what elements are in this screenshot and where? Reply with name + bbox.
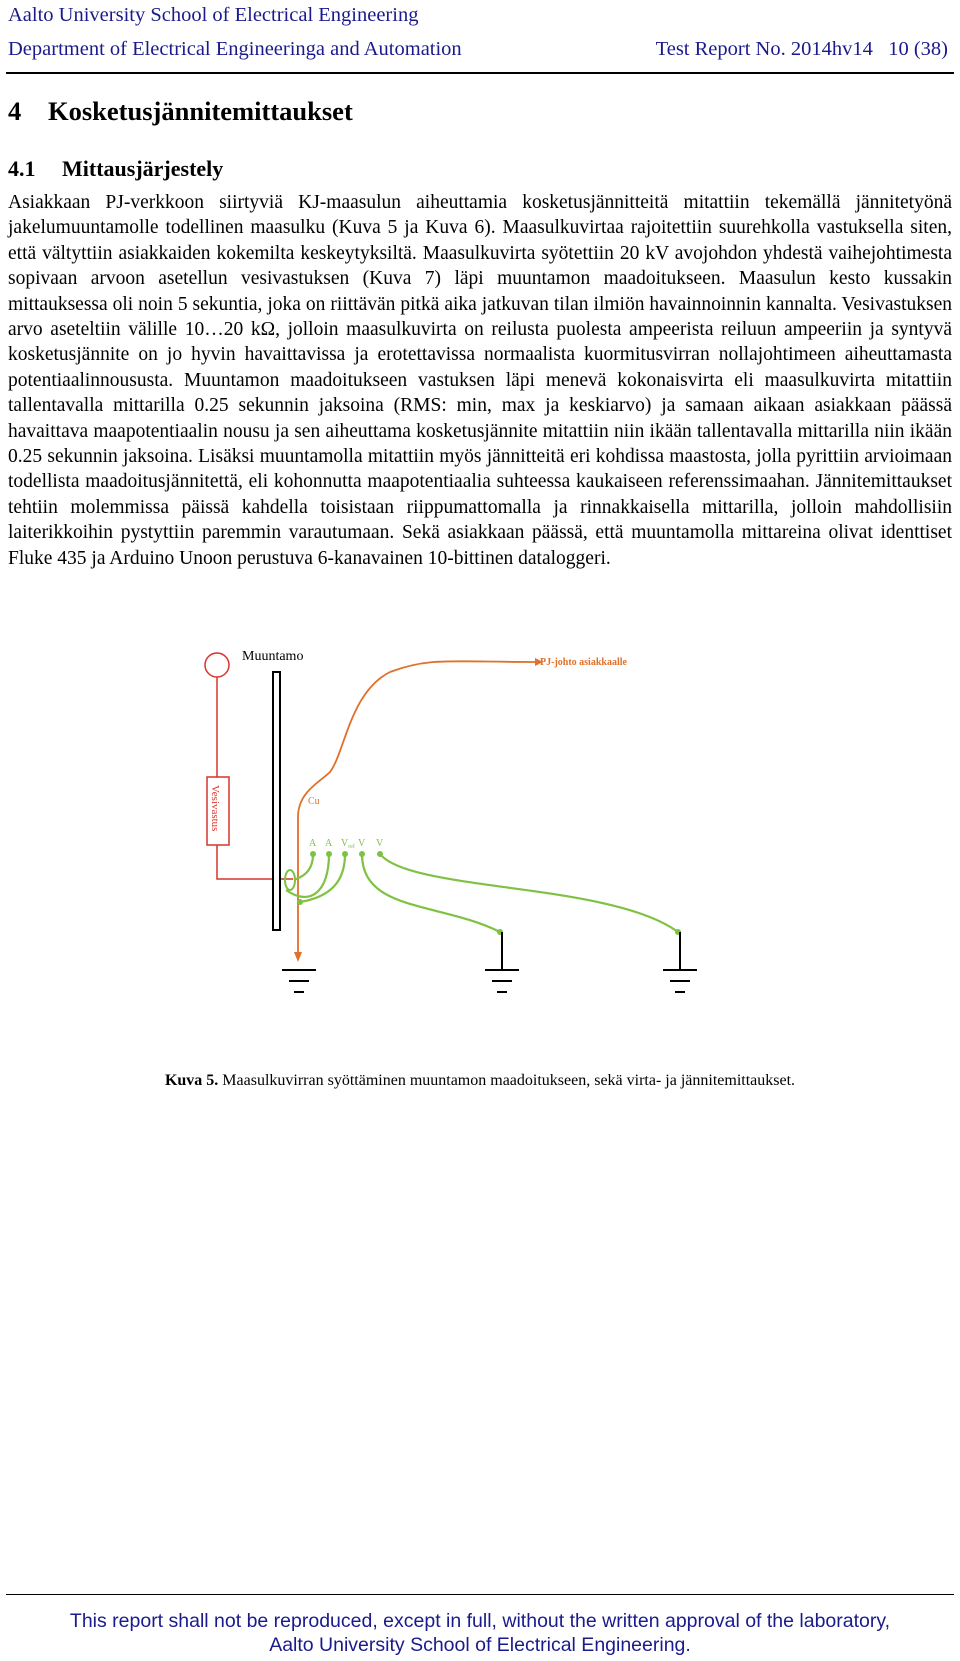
busbar-probe-dot	[297, 899, 303, 905]
probe-label-v2: V	[376, 838, 384, 849]
probe-label-vref: $V_{ref}$	[341, 838, 355, 850]
report-number: Test Report No. 2014hv14	[655, 38, 873, 60]
ground-symbol-probe-1	[485, 932, 519, 992]
ground-symbol-transformer	[282, 970, 316, 992]
transformer-busbar	[273, 672, 280, 930]
figure-caption	[0, 1072, 960, 1090]
water-resistor-label: Vesivastus	[209, 785, 221, 832]
footer-line-1: This report shall not be reproduced, except in full, without the written approval of the laboratory,	[69, 1610, 891, 1632]
caption-text: Maasulkuvirran syöttäminen muuntamon maadoitukseen, sekä virta- ja jännitemittaukset.	[218, 1072, 796, 1089]
ground-symbol-probe-2	[663, 932, 697, 992]
probe-label-a1: A	[309, 838, 317, 849]
cu-label: Cu	[308, 796, 320, 807]
current-clamp	[285, 870, 295, 890]
header-divider	[6, 72, 954, 74]
subsection-title: Mittausjärjestely	[62, 156, 224, 181]
probe-label-v1: V	[358, 838, 366, 849]
section-number: 4	[8, 96, 22, 126]
wire-a2	[286, 854, 329, 897]
pj-line	[298, 661, 535, 957]
wire-vref	[300, 854, 345, 902]
header-report-info	[656, 38, 948, 61]
footer-line-2: Aalto University School of Electrical Engineering.	[269, 1634, 691, 1656]
footer-divider	[6, 1594, 954, 1595]
subsection-number: 4.1	[8, 156, 36, 181]
pj-line-label: PJ-johto asiakkaalle	[540, 657, 627, 668]
phase-conductor-circle	[205, 653, 229, 677]
probe-label-a2: A	[325, 838, 333, 849]
subsection-heading	[8, 156, 223, 182]
header-department: Department of Electrical Engineeringa and Automation	[8, 38, 462, 60]
section-title: Kosketusjännitemittaukset	[48, 96, 353, 126]
body-paragraph: Asiakkaan PJ-verkkoon siirtyviä KJ-maasulun aiheuttamia kosketusjännitteitä mitattiin tekemällä jännitetyönä jakelumuuntamolle todellinen maasulku (Kuva 5 ja Kuva 6). Maasulkuvirtaa rajoitettiin suurehkolla vastuksella siten, että vältyttiin asiakkaiden kokemilta keskeytyksiltä. Maasulkuvirta syötettiin 20 kV avojohdon yhdestä vaihejohtimesta sopivaan arvoon asetellun vesivastuksen (Kuva 7) läpi muuntamon maadoitukseen. Maasulun kesto kussakin mittauksessa oli noin 5 sekuntia, joka on riittävän pitkä aika jatkuvan tilan ilmiön havainnoinnin kannalta. Vesivastuksen arvo aseteltiin välille 10…20 kΩ, jolloin maasulkuvirta on reilusta puolesta ampeerista reiluun ampeeriin ja syntyvä kosketusjännite on jo hyvin havaittavissa ja erotettavissa normaalista kuormitusvirran nollajohtimeen aiheuttamasta potentiaalinnoususta. Muuntamon maadoitukseen vastuksen läpi menevä kokonaisvirta eli maasulkuvirta mitattiin tallentavalla mittarilla 0.25 sekunnin jaksoina (RMS: min, max ja keskiarvo) ja samaan aikaan asiakkaan päässä havaittava maapotentiaalin nousu ja sen aiheuttama kosketusjännite mitattiin niin ikään tallentavalla mittarilla niin ikään 0.25 sekunnin jaksoina. Lisäksi muuntamolla mitattiin myös jännitteitä eri kohdissa maastosta, jolla pyrittiin arvioimaan todellista maadoitusjännitettä, eli kohonnutta maapotentiaalia suhteessa kaukaiseen referenssimaahan. Jännitemittaukset tehtiin molemmissa päissä kahdella toisistaan riippumattomalla ja rinnakkaisella mittarilla, jolloin mahdollisiin laiterikkoihin pystyttiin paremmin varautumaan. Sekä asiakkaan päässä, että muuntamolla mittareina olivat identtiset Fluke 435 ja Arduino Unoon perustuva 6-kanavainen 10-bittinen dataloggeri.	[8, 192, 952, 569]
earth-arrowhead	[294, 952, 302, 962]
wire-v1	[362, 854, 500, 932]
header-institution: Aalto University School of Electrical Engineering	[8, 4, 419, 26]
section-heading	[8, 96, 353, 127]
caption-label: Kuva 5.	[164, 1072, 219, 1089]
transformer-label: Muuntamo	[242, 649, 304, 664]
page-number: 10 (38)	[888, 38, 948, 60]
footer	[0, 1609, 960, 1657]
resistor-to-earth-wire	[217, 845, 293, 879]
wire-v2	[380, 854, 678, 932]
wire-a1	[294, 854, 313, 880]
measurement-diagram	[190, 632, 840, 1004]
